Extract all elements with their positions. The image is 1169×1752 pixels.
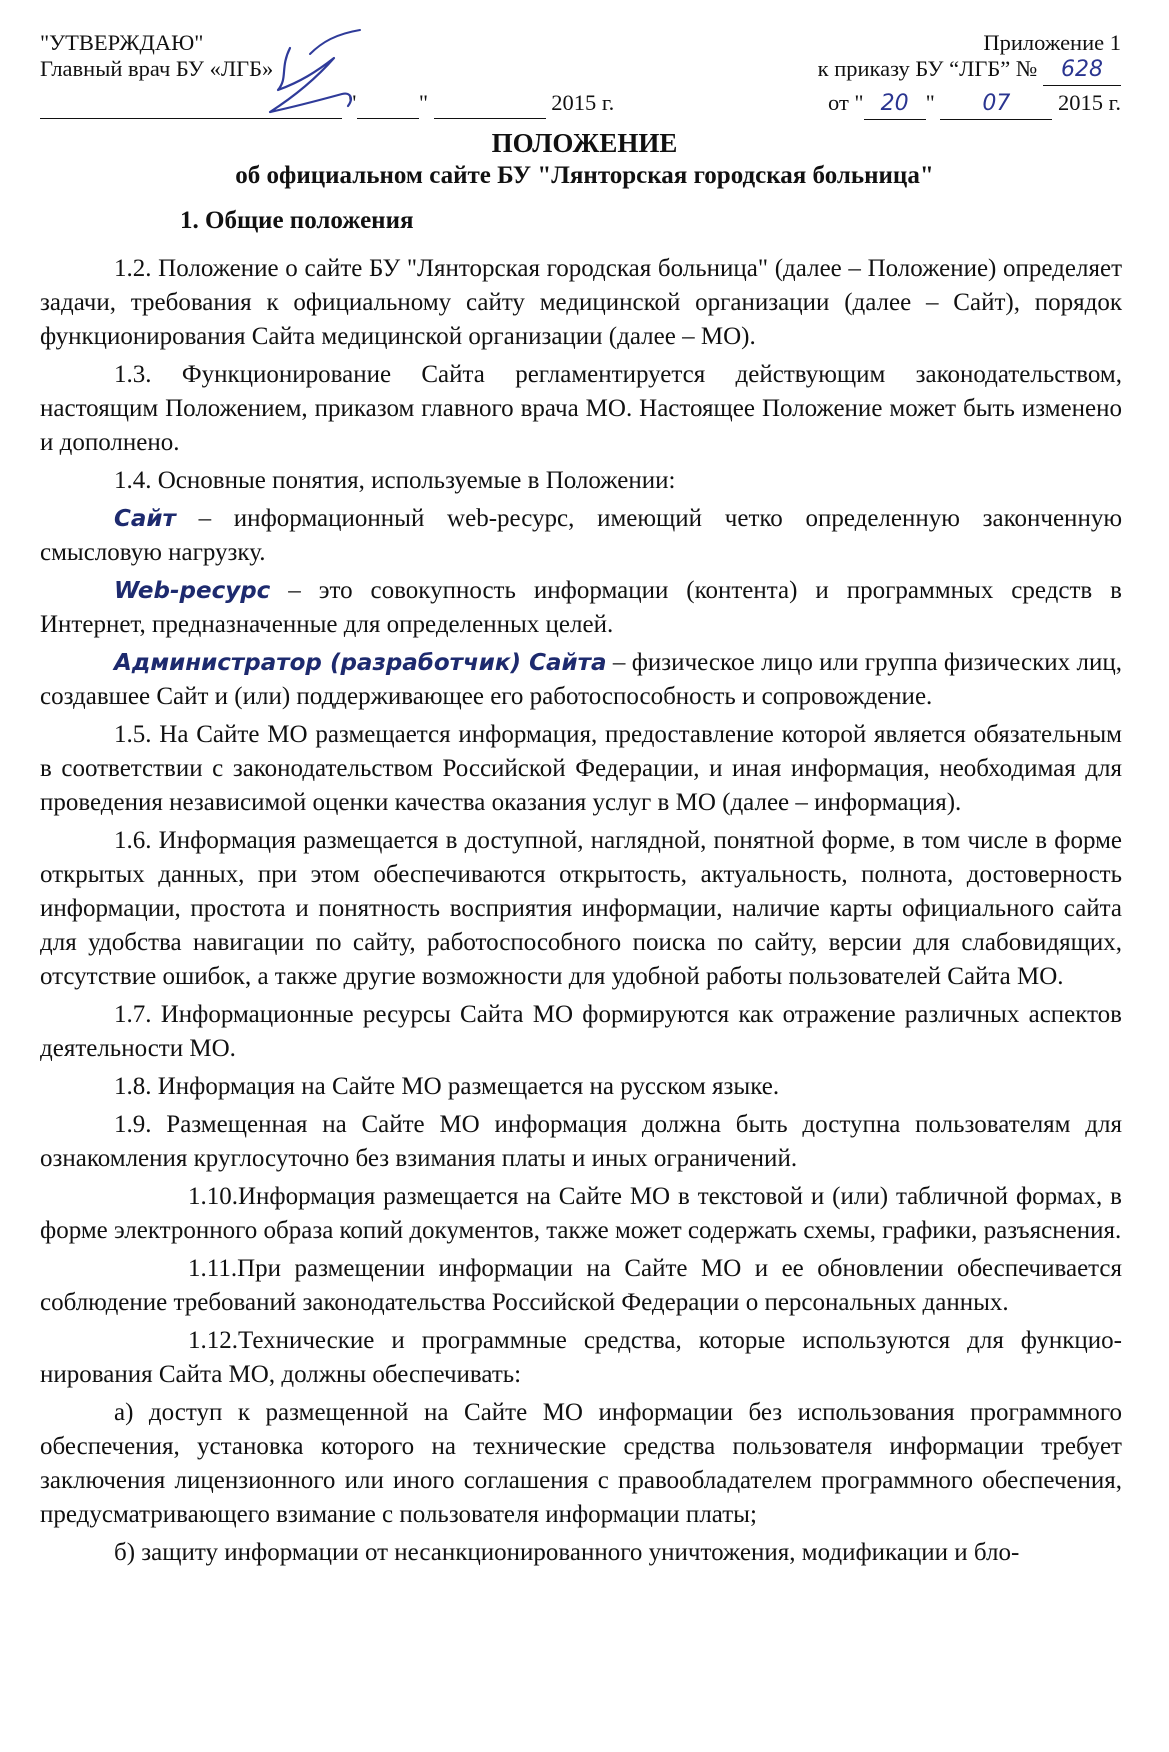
definition-term: Web-ресурс [114,578,271,604]
paragraph-text: При размещении информации на Сайте МО и ее обновлении обеспечивается соблюдение требований законодательства Российской Федерации о персональных данных. [40,1255,1122,1316]
definition-web-resource [40,574,1122,642]
paragraph-number: 1.12. [188,1327,238,1354]
definition-administrator [40,646,1122,714]
approval-heading: "УТВЕРЖДАЮ" [40,30,204,55]
paragraph-1-12 [40,1324,1122,1392]
annex-order-number-field [1043,54,1121,86]
definition-term: Администратор (разработчик) Сайта [114,650,607,676]
definition-term: Сайт [114,506,176,532]
approval-month-blank [434,88,546,119]
paragraph-1-5: 1.5. На Сайте МО размещается информация, предоставление которой является обязательным в соответствии с законодательством Российской Федерации, и иная информация, необходимая для проведения независимой оценки качества оказания услуг в МО (далее – информация). [40,721,1122,816]
document-title: ПОЛОЖЕНИЕ [491,128,678,158]
annex-title: Приложение 1 [983,30,1121,55]
paragraph-1-7: 1.7. Информационные ресурсы Сайта МО формируются как отражение различных аспектов деятельности МО. [40,1001,1122,1062]
paragraph-1-9: 1.9. Размещенная на Сайте МО информация должна быть доступна пользователям для ознакомления круглосуточно без взимания платы и иных ограничений. [40,1111,1122,1172]
paragraph-1-10 [40,1180,1122,1248]
definition-text: – информационный web-ресурс, имеющий четко определенную законченную смысловую нагрузку. [40,505,1122,566]
annex-year: 2015 г. [1058,90,1121,115]
annex-day-field [864,88,926,120]
definition-text: – физическое лицо или группа физических лиц, создавшее Сайт и (или) поддерживающее его работоспособность и сопровождение. [40,649,1122,710]
approval-quote-open: " [347,90,357,115]
paragraph-1-2: 1.2. Положение о сайте БУ "Лянторская городская больница" (далее – Положение) определяет задачи, требования к официальному сайту медицинской организации (далее – Сайт), порядок функционирования Сайта медицинской организации (далее – МО). [40,255,1122,350]
approval-quote-close: " [418,90,428,115]
annex-day: 20 [880,91,909,116]
paragraph-1-6: 1.6. Информация размещается в доступной, наглядной, понятной форме, в том числе в форме открытых данных, при этом обеспечиваются открытость, актуальность, полнота, достоверность информации, простота и понятность восприятия информации, наличие карты официального сайта для удобства навигации по сайту, работоспособного поиска по сайту, версии для слабовидящих, отсутствие ошибок, а также другие возможности для удобной работы пользователей Сайта МО. [40,827,1122,990]
paragraph-1-11 [40,1252,1122,1320]
document-body [40,252,1122,1574]
annex-order-prefix: к приказу БУ “ЛГБ” № [817,56,1038,81]
annex-date-line [828,88,1121,120]
definition-site [40,502,1122,570]
paragraph-text: Технические и программные средства, которые используются для функционирования Сайта МО, должны обеспечивать: [40,1327,1122,1388]
annex-month-field [940,88,1052,120]
annex-month: 07 [982,91,1011,116]
paragraph-a: а) доступ к размещенной на Сайте МО информации без использования программного обеспечения, установка которого на технические средства пользователя информации требует заключения лицензионного или иного соглашения с правообладателем программного обеспечения, предусматривающего взимание с пользователя информации платы; [40,1399,1122,1528]
approval-year: 2015 г. [551,90,615,115]
paragraph-number: 1.10. [188,1183,238,1210]
paragraph-1-8: 1.8. Информация на Сайте МО размещается на русском языке. [114,1073,780,1100]
definition-text: – это совокупность информации (контента) и программных средств в Интернет, предназначенные для определенных целей. [40,577,1122,638]
paragraph-number: 1.11. [188,1255,238,1282]
paragraph-1-3: 1.3. Функционирование Сайта регламентируется действующим законодательством, настоящим Положением, приказом главного врача МО. Настоящее Положение может быть изменено и дополнено. [40,361,1122,456]
paragraph-text: Информация размещается на Сайте МО в текстовой и (или) табличной формах, в форме электронного образа копий документов, также может содержать схемы, графики, разъяснения. [40,1183,1122,1244]
annex-order-line [818,54,1121,86]
section-title: 1. Общие положения [180,207,414,234]
paragraph-1-4: 1.4. Основные понятия, используемые в Положении: [114,467,676,494]
document-subtitle: об официальном сайте БУ "Лянторская городская больница" [235,162,934,189]
annex-date-mid: " [925,90,935,115]
annex-date-prefix: от " [828,90,864,115]
handwritten-signature [250,28,380,128]
approval-position: Главный врач БУ «ЛГБ» [40,56,274,81]
paragraph-b: б) защиту информации от несанкционированного уничтожения, модификации и бло- [114,1539,1020,1566]
annex-order-number: 628 [1061,57,1103,82]
